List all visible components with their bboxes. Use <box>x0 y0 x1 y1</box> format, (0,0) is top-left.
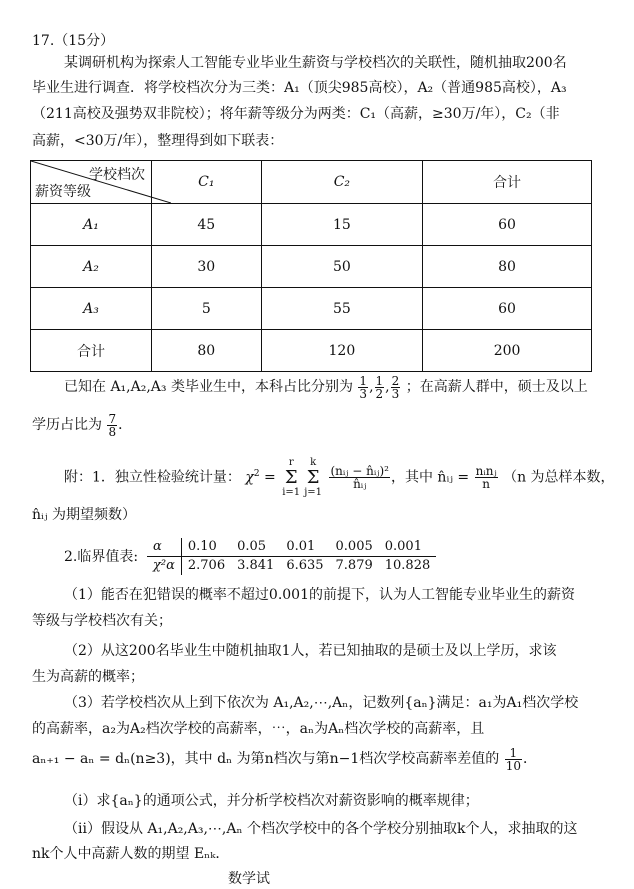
cell-c2: 15 <box>261 204 422 246</box>
contingency-table <box>30 160 592 372</box>
cell-total: 60 <box>423 204 592 246</box>
alpha-value: 0.05 <box>231 538 280 557</box>
intro-line-1: 某调研机构为探索人工智能专业毕业生薪资与学校档次的关联性，随机抽取200名 <box>64 55 567 71</box>
intro-line-4: 高薪，<30万/年），整理得到如下联表： <box>32 133 284 149</box>
known-line2-prefix: 学历占比为 <box>32 417 102 433</box>
question-3-line-2: 的高薪率，a₂为A₂档次学校的高薪率，⋯，aₙ为Aₙ档次学校的高薪率，且 <box>32 721 485 737</box>
question-i: （i）求{aₙ}的通项公式，并分析学校档次对薪资影响的概率规律； <box>64 793 479 809</box>
fraction-1-2: $\frac{1}{2}$ <box>375 373 384 401</box>
alpha-value: 0.01 <box>280 538 329 557</box>
cell-c2: 50 <box>261 246 422 288</box>
cell-total: 60 <box>423 288 592 330</box>
cell-c2: 55 <box>261 288 422 330</box>
sum-k: k Σ j=1 <box>304 456 323 498</box>
alpha-value: 0.005 <box>330 538 379 557</box>
cell-c1: 45 <box>152 204 262 246</box>
cell-c2: 120 <box>261 330 422 372</box>
question-3-end: ． <box>523 751 537 767</box>
alpha-value: 0.10 <box>181 538 231 557</box>
critical-value: 3.841 <box>237 558 275 573</box>
cell-c1: 5 <box>152 288 262 330</box>
chi-fraction: $\frac{\text{(nᵢⱼ − n̂ᵢⱼ)²}}{\text{n̂ᵢⱼ}}$ <box>330 464 389 492</box>
question-2-line-1: （2）从这200名毕业生中随机抽取1人，若已知抽取的是硕士及以上学历，求该 <box>64 643 557 659</box>
table-row <box>31 330 592 372</box>
question-ii-line-2: nk个人中高薪人数的期望 Eₙₖ． <box>32 846 230 862</box>
appendix-note: （n 为总样本数， <box>503 469 615 486</box>
cell-total: 80 <box>423 246 592 288</box>
question-1-line-1: （1）能否在犯错误的概率不超过0.001的前提下，认为人工智能专业毕业生的薪资 <box>64 587 575 603</box>
question-2-line-2: 生为高薪的概率； <box>32 669 144 685</box>
question-ii-line-1: （ii）假设从 A₁,A₂,A₃,⋯,Aₙ 个档次学校中的各个学校分别抽取k个人，求抽取的这 <box>64 821 578 837</box>
known-line-1: 已知在 A₁,A₂,A₃ 类毕业生中，本科占比分别为 $\frac{1}{3}$ , $\frac{1}{2}$ , $\frac{2}{3}$ ；在高薪人群中，硕士及以上 <box>64 373 588 401</box>
critical-value: 2.706 <box>187 558 226 573</box>
sum-r: r Σ i=1 <box>282 456 301 498</box>
fraction-1-10: $\frac{1}{10}$ <box>505 745 521 773</box>
corner-bottom-label: 薪资等级 <box>35 184 91 200</box>
known-line-2 <box>32 410 132 440</box>
row-label: A₃ <box>31 288 152 330</box>
alpha-value: 0.001 <box>379 538 437 557</box>
known-line2-suffix: ． <box>118 417 133 433</box>
cell-c1: 80 <box>152 330 262 372</box>
table-row <box>31 288 592 330</box>
question-3-text: aₙ₊₁ − aₙ = dₙ(n≥3)，其中 dₙ 为第n档次与第n−1档次学校高薪率差值的 <box>32 751 500 767</box>
table-corner-cell <box>31 161 152 204</box>
appendix-line: 附：1．独立性检验统计量： $\chi^2$ = r Σ i=1 k Σ j=1 $\frac{\text{(nᵢⱼ − n̂ᵢⱼ)²}}{\text{n̂ᵢⱼ}}$ ，其中 n̂ᵢⱼ = $\frac{\text{nᵢnⱼ}}{n}$ （n 为总样本数， <box>64 456 615 498</box>
table-row <box>31 204 592 246</box>
nhat-fraction: $\frac{\text{nᵢnⱼ}}{n}$ <box>475 464 497 492</box>
fraction-7-8: $\frac{7}{8}$ <box>108 411 117 439</box>
where-text: ，其中 <box>390 469 433 486</box>
cell-c1: 30 <box>152 246 262 288</box>
chi-label: χ²α <box>147 557 181 576</box>
critical-value: 10.828 <box>384 558 431 573</box>
nhat-eq: n̂ᵢⱼ = <box>437 469 470 486</box>
appendix-note-2: n̂ᵢⱼ 为期望频数） <box>32 507 136 523</box>
known-suffix: ；在高薪人群中，硕士及以上 <box>405 379 588 395</box>
critical-label: 2.临界值表: <box>64 549 139 565</box>
corner-top-label: 学校档次 <box>89 167 145 183</box>
fraction-2-3: $\frac{2}{3}$ <box>391 373 400 401</box>
page-footer: 数学试 <box>228 871 270 887</box>
critical-value: 7.879 <box>335 558 373 573</box>
fraction-1-3: $\frac{1}{3}$ <box>359 373 368 401</box>
question-1-line-2: 等级与学校档次有关； <box>32 613 172 629</box>
critical-value: 6.635 <box>286 558 324 573</box>
chi-row <box>147 557 436 576</box>
known-prefix: 已知在 A₁,A₂,A₃ 类毕业生中，本科占比分别为 <box>64 379 353 395</box>
table-header-row <box>31 161 592 204</box>
col-header-c2: C₂ <box>261 161 422 204</box>
table-row <box>31 246 592 288</box>
question-3-line-3 <box>32 744 537 774</box>
col-header-total: 合计 <box>423 161 592 204</box>
alpha-row <box>147 538 436 557</box>
alpha-label: α <box>147 538 181 557</box>
question-3-line-1: （3）若学校档次从上到下依次为 A₁,A₂,⋯,Aₙ，记数列{aₙ}满足：a₁为A₁档次学校 <box>64 695 579 711</box>
appendix-label: 附：1．独立性检验统计量： <box>64 469 241 486</box>
col-header-c1: C₁ <box>152 161 262 204</box>
cell-total: 200 <box>423 330 592 372</box>
problem-number: 17.（15分） <box>32 33 115 49</box>
row-label: A₁ <box>31 204 152 246</box>
intro-line-3: （211高校及强势双非院校）；将年薪等级分为两类：C₁（高薪，≥30万/年），C₂（非 <box>32 106 560 122</box>
row-label: A₂ <box>31 246 152 288</box>
critical-value-table <box>147 538 436 575</box>
intro-line-2: 毕业生进行调查．将学校档次分为三类：A₁（顶尖985高校），A₂（普通985高校），A₃ <box>32 80 567 96</box>
row-label: 合计 <box>31 330 152 372</box>
